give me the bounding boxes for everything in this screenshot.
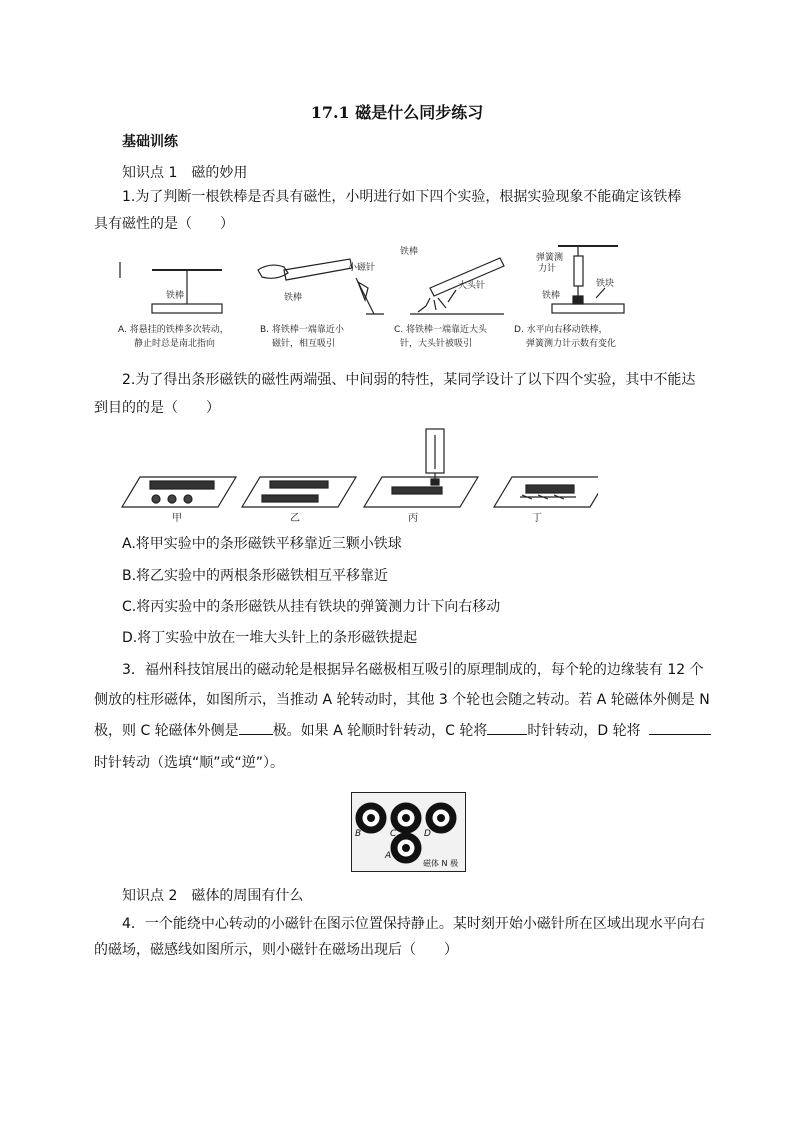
q3-line3-part-c: 时针转动，D 轮将 [527, 723, 641, 739]
q2-figure [118, 425, 598, 525]
q1-fig-a-rod-label: 铁棒 [166, 291, 185, 301]
q1-text-line1: 1.为了判断一根铁棒是否具有磁性，小明进行如下四个实验，根据实验现象不能确定该铁棒 [122, 189, 682, 205]
q1-fig-d-rod-label: 铁棒 [542, 291, 561, 301]
q1-fig-d-scale-label-1: 弹簧测 [536, 253, 564, 263]
q3-fig-label-c: C [390, 829, 397, 839]
q3-fig-caption: 磁体 N 极 [423, 859, 459, 868]
q3-fig-label-d: D [424, 829, 431, 839]
q1-fig-c-pins-label: 大头针 [458, 281, 486, 291]
q2-option-b: B.将乙实验中的两根条形磁铁相互平移靠近 [122, 568, 389, 584]
q1-figure [118, 240, 638, 355]
q1-caption-a-2: 静止时总是南北指向 [134, 339, 216, 349]
knowledge-point-1: 知识点 1 磁的妙用 [122, 165, 248, 181]
q1-caption-d-1: D. 水平向右移动铁棒， [514, 325, 608, 335]
q1-caption-c-2: 针，大头针被吸引 [400, 339, 473, 349]
q2-fig-label-1: 甲 [172, 513, 182, 524]
q1-caption-a-1: A. 将悬挂的铁棒多次转动， [118, 325, 229, 335]
q3-wheels-figure [351, 792, 466, 872]
q4-text-line1: 4．一个能绕中心转动的小磁针在图示位置保持静止。某时刻开始小磁针所在区域出现水平向右 [122, 916, 705, 932]
q4-text-line2: 的磁场，磁感线如图所示，则小磁针在磁场出现后（ ） [94, 942, 458, 958]
q3-fig-label-b: B [355, 829, 362, 839]
q3-text-line3 [94, 720, 711, 741]
q2-text-line2: 到目的的是（ ） [94, 400, 220, 416]
q2-fig-label-2: 乙 [290, 513, 300, 524]
q2-fig-label-4: 丁 [532, 513, 542, 524]
q1-fig-d-scale-label-2: 力计 [538, 264, 557, 274]
q2-option-d: D.将丁实验中放在一堆大头针上的条形磁铁提起 [122, 630, 418, 646]
q1-caption-b-1: B. 将铁棒一端靠近小 [260, 325, 344, 335]
q1-fig-b-needle-label: 小磁针 [348, 263, 376, 273]
q1-text-line2: 具有磁性的是（ ） [94, 216, 234, 232]
q3-text-line1: 3．福州科技馆展出的磁动轮是根据异名磁极相互吸引的原理制成的，每个轮的边缘装有 12 个 [122, 662, 704, 678]
q1-caption-d-2: 弹簧测力计示数有变化 [526, 339, 617, 349]
section-heading: 基础训练 [122, 134, 178, 150]
q3-blank-1 [239, 720, 273, 735]
q3-blank-2 [487, 720, 527, 735]
q3-text-line2: 侧放的柱形磁体，如图所示，当推动 A 轮转动时，其他 3 个轮也会随之转动。若 A 轮磁体外侧是 N [94, 692, 710, 708]
q3-text-line4: 时针转动（选填“顺”或“逆”）。 [94, 755, 285, 771]
q2-fig-label-3: 丙 [408, 513, 418, 524]
q1-fig-d-block-label: 铁块 [596, 279, 615, 289]
page-title: 17.1 磁是什么同步练习 [310, 103, 484, 122]
knowledge-point-2: 知识点 2 磁体的周围有什么 [122, 888, 304, 904]
q3-line3-part-b: 极。如果 A 轮顺时针转动，C 轮将 [272, 723, 488, 739]
q1-caption-b-2: 磁针，相互吸引 [272, 339, 336, 349]
q1-fig-b-rod-label: 铁棒 [284, 293, 303, 303]
q2-text-line1: 2.为了得出条形磁铁的磁性两端强、中间弱的特性，某同学设计了以下四个实验，其中不能达 [122, 372, 696, 388]
q3-blank-3 [649, 720, 711, 735]
q3-line3-part-a: 极，则 C 轮磁体外侧是 [94, 723, 239, 739]
q1-fig-c-rod-label: 铁棒 [400, 247, 419, 257]
q1-caption-c-1: C. 将铁棒一端靠近大头 [394, 325, 488, 335]
q2-option-a: A.将甲实验中的条形磁铁平移靠近三颗小铁球 [122, 536, 402, 552]
q3-fig-label-a: A [385, 851, 392, 861]
q2-option-c: C.将丙实验中的条形磁铁从挂有铁块的弹簧测力计下向右移动 [122, 599, 501, 615]
